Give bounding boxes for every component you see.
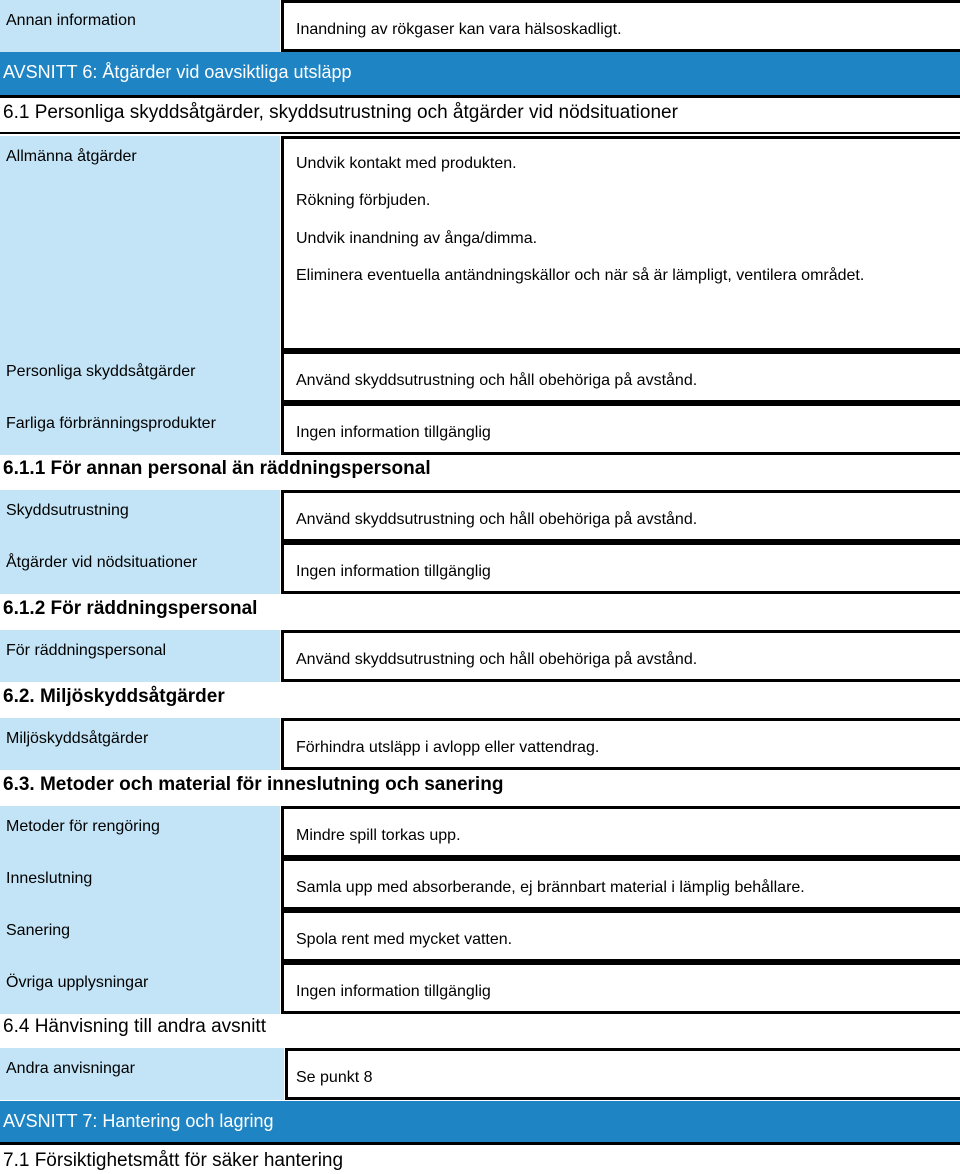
- value-sanering: Spola rent med mycket vatten.: [281, 910, 960, 962]
- label-farliga-forbranningsprodukter: Farliga förbränningsprodukter: [0, 403, 280, 455]
- heading-6-4: 6.4 Hänvisning till andra avsnitt: [3, 1016, 266, 1037]
- heading-6-1: 6.1 Personliga skyddsåtgärder, skyddsutrustning och åtgärder vid nödsituationer: [0, 102, 960, 134]
- value-annan-information: Inandning av rökgaser kan vara hälsoskadligt.: [281, 0, 960, 52]
- value-miljoskyddsatgarder: Förhindra utsläpp i avlopp eller vattendrag.: [281, 718, 960, 770]
- label-sanering: Sanering: [0, 910, 280, 962]
- label-skyddsutrustning: Skyddsutrustning: [0, 490, 280, 542]
- label-ovriga-upplysningar: Övriga upplysningar: [0, 962, 280, 1014]
- value-inneslutning: Samla upp med absorberande, ej brännbart material i lämplig behållare.: [281, 858, 960, 910]
- label-personliga-skyddsatgarder: Personliga skyddsåtgärder: [0, 351, 280, 403]
- value-ovriga-upplysningar: Ingen information tillgänglig: [281, 962, 960, 1014]
- label-atgarder-vid-nodsituationer: Åtgärder vid nödsituationer: [0, 542, 280, 594]
- label-allmanna-atgarder: Allmänna åtgärder: [0, 136, 280, 351]
- label-andra-anvisningar: Andra anvisningar: [0, 1048, 284, 1100]
- heading-6-3: 6.3. Metoder och material för inneslutning och sanering: [3, 774, 504, 795]
- value-metoder-for-rengoring: Mindre spill torkas upp.: [281, 806, 960, 858]
- heading-6-1-1: 6.1.1 För annan personal än räddningspersonal: [3, 458, 431, 479]
- label-inneslutning: Inneslutning: [0, 858, 280, 910]
- allmanna-line-1: Undvik kontakt med produkten.: [296, 155, 517, 172]
- label-metoder-for-rengoring: Metoder för rengöring: [0, 806, 280, 858]
- label-annan-information: Annan information: [0, 0, 280, 52]
- value-allmanna-atgarder: [281, 136, 960, 351]
- allmanna-line-3: Undvik inandning av ånga/dimma.: [296, 229, 538, 247]
- allmanna-line-4: Eliminera eventuella antändningskällor och när så är lämpligt, ventilera området.: [296, 267, 865, 285]
- value-farliga-forbranningsprodukter: Ingen information tillgänglig: [281, 403, 960, 455]
- allmanna-line-2: Rökning förbjuden.: [296, 192, 431, 210]
- value-skyddsutrustning: Använd skyddsutrustning och håll obehöriga på avstånd.: [281, 490, 960, 542]
- value-for-raddningspersonal: Använd skyddsutrustning och håll obehöriga på avstånd.: [281, 630, 960, 682]
- heading-7-1: 7.1 Försiktighetsmått för säker hantering: [3, 1150, 344, 1171]
- heading-6-1-2: 6.1.2 För räddningspersonal: [3, 598, 258, 619]
- label-for-raddningspersonal: För räddningspersonal: [0, 630, 280, 682]
- value-atgarder-vid-nodsituationer: Ingen information tillgänglig: [281, 542, 960, 594]
- section-7-header: AVSNITT 7: Hantering och lagring: [0, 1101, 960, 1145]
- label-miljoskyddsatgarder: Miljöskyddsåtgärder: [0, 718, 280, 770]
- heading-6-2: 6.2. Miljöskyddsåtgärder: [3, 686, 225, 707]
- value-andra-anvisningar: Se punkt 8: [285, 1048, 960, 1100]
- value-personliga-skyddsatgarder: Använd skyddsutrustning och håll obehöriga på avstånd.: [281, 351, 960, 403]
- section-6-header: AVSNITT 6: Åtgärder vid oavsiktliga utsläpp: [0, 52, 960, 98]
